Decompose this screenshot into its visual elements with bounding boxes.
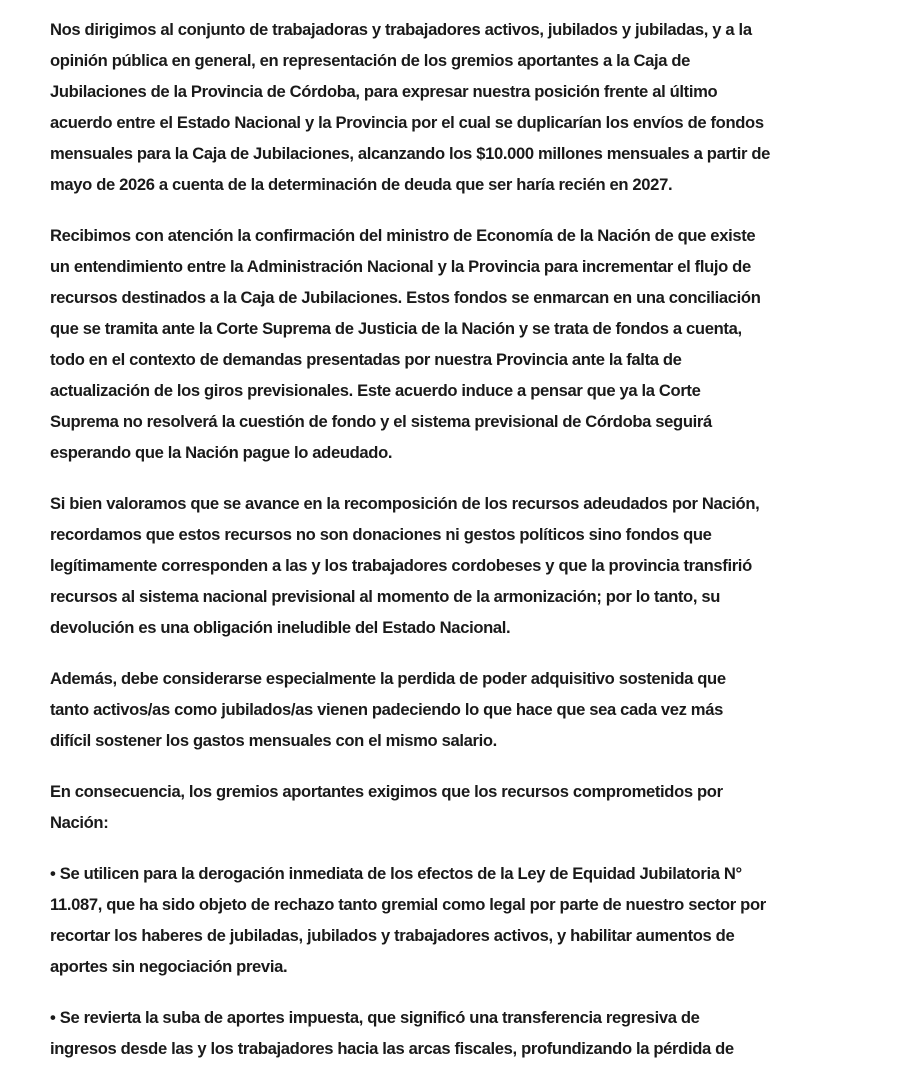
text-line: opinión pública en general, en representación de los gremios aportantes a la Caja de — [50, 51, 691, 70]
paragraph — [50, 1002, 890, 1064]
text-line: Nos dirigimos al conjunto de trabajadoras y trabajadores activos, jubilados y jubiladas, y a la — [50, 20, 752, 39]
text-line: Jubilaciones de la Provincia de Córdoba, para expresar nuestra posición frente al último — [50, 82, 718, 101]
text-line: recursos al sistema nacional previsional al momento de la armonización; por lo tanto, su — [50, 587, 721, 606]
text-line: legítimamente corresponden a las y los trabajadores cordobeses y que la provincia transfirió — [50, 556, 752, 575]
paragraph — [50, 220, 890, 468]
paragraph — [50, 488, 890, 643]
text-line: mayo de 2026 a cuenta de la determinación de deuda que ser haría recién en 2027. — [50, 175, 673, 194]
document-body — [50, 14, 890, 1084]
text-line: Si bien valoramos que se avance en la recomposición de los recursos adeudados por Nación, — [50, 494, 760, 513]
paragraph — [50, 663, 890, 756]
text-line: recordamos que estos recursos no son donaciones ni gestos políticos sino fondos que — [50, 525, 712, 544]
text-line: Suprema no resolverá la cuestión de fondo y el sistema previsional de Córdoba seguirá — [50, 412, 712, 431]
text-line: mensuales para la Caja de Jubilaciones, alcanzando los $10.000 millones mensuales a partir de — [50, 144, 771, 163]
paragraph — [50, 14, 890, 200]
text-line: Recibimos con atención la confirmación del ministro de Economía de la Nación de que existe — [50, 226, 756, 245]
text-line: recortar los haberes de jubiladas, jubilados y trabajadores activos, y habilitar aumentos de — [50, 926, 735, 945]
text-line: Nación: — [50, 813, 109, 832]
text-line: En consecuencia, los gremios aportantes exigimos que los recursos comprometidos por — [50, 782, 723, 801]
text-line: aportes sin negociación previa. — [50, 957, 288, 976]
text-line: difícil sostener los gastos mensuales con el mismo salario. — [50, 731, 497, 750]
text-line: ingresos desde las y los trabajadores hacia las arcas fiscales, profundizando la pérdida de — [50, 1039, 734, 1058]
text-line: 11.087, que ha sido objeto de rechazo tanto gremial como legal por parte de nuestro sector por — [50, 895, 766, 914]
text-line: Además, debe considerarse especialmente la perdida de poder adquisitivo sostenida que — [50, 669, 726, 688]
text-line: tanto activos/as como jubilados/as vienen padeciendo lo que hace que sea cada vez más — [50, 700, 723, 719]
text-line: esperando que la Nación pague lo adeudado. — [50, 443, 393, 462]
text-line: • Se utilicen para la derogación inmediata de los efectos de la Ley de Equidad Jubilatoria N° — [50, 864, 742, 883]
text-line: acuerdo entre el Estado Nacional y la Provincia por el cual se duplicarían los envíos de fondos — [50, 113, 764, 132]
text-line: actualización de los giros previsionales. Este acuerdo induce a pensar que ya la Corte — [50, 381, 701, 400]
text-line: recursos destinados a la Caja de Jubilaciones. Estos fondos se enmarcan en una conciliación — [50, 288, 761, 307]
paragraph — [50, 858, 890, 982]
text-line: que se tramita ante la Corte Suprema de Justicia de la Nación y se trata de fondos a cuenta, — [50, 319, 742, 338]
text-line: un entendimiento entre la Administración Nacional y la Provincia para incrementar el flujo de — [50, 257, 751, 276]
text-line: todo en el contexto de demandas presentadas por nuestra Provincia ante la falta de — [50, 350, 682, 369]
text-line: devolución es una obligación ineludible del Estado Nacional. — [50, 618, 511, 637]
text-line: • Se revierta la suba de aportes impuesta, que significó una transferencia regresiva de — [50, 1008, 700, 1027]
paragraph — [50, 776, 890, 838]
